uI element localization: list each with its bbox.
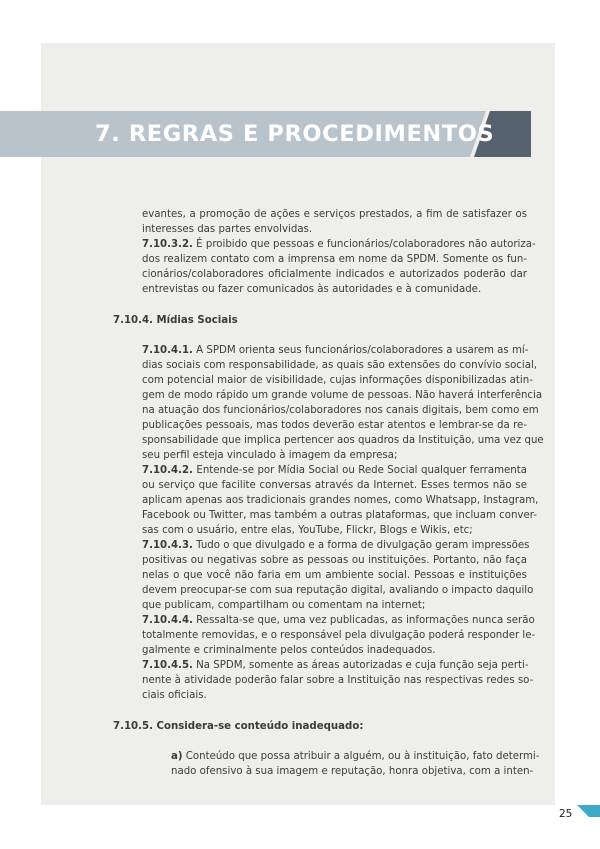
text-line: positivas ou negativas sobre as pessoas ou instituições. Portanto, não faça bbox=[142, 555, 527, 566]
text-line: A SPDM orienta seus funcionários/colaboradores a usarem as mí- bbox=[192, 345, 529, 356]
section-number: 7.10.4.2. bbox=[142, 465, 193, 476]
text-line: É proibido que pessoas e funcionários/colaboradores não autoriza- bbox=[192, 239, 536, 250]
text-line: interesses das partes envolvidas. bbox=[142, 224, 313, 235]
text-line: ou serviço que facilite conversas através da Internet. Esses termos não se bbox=[142, 480, 527, 491]
text-line: nente à atividade poderão falar sobre a Instituição nas respectivas redes so- bbox=[142, 675, 534, 686]
text-line: seu perfil esteja vinculado à imagem da empresa; bbox=[142, 450, 398, 461]
text-line: aplicam apenas aos tradicionais grandes nomes, como Whatsapp, Instagram, bbox=[142, 495, 539, 506]
section-number: 7.10.4.3. bbox=[142, 540, 193, 551]
section-number: 7.10.3.2. bbox=[142, 239, 193, 250]
text-line: evantes, a promoção de ações e serviços prestados, a fim de satisfazer os bbox=[142, 209, 527, 220]
paragraph-7-10-4-3 bbox=[142, 538, 530, 553]
text-line: publicações pessoais, mas todos deverão estar atentos e lembrar-se da re- bbox=[142, 420, 527, 431]
text-line: gem de modo rápido um grande volume de pessoas. Não haverá interferência bbox=[142, 390, 543, 401]
text-line: Facebook ou Twitter, mas também a outras plataformas, que incluam conver- bbox=[142, 510, 537, 521]
paragraph-7-10-4-5 bbox=[142, 658, 527, 673]
section-number: 7.10.4.5. bbox=[142, 660, 193, 671]
text-line: na atuação dos funcionários/colaboradores nos canais digitais, bem como em bbox=[142, 405, 539, 416]
list-marker: a) bbox=[171, 751, 183, 762]
text-line: sponsabilidade que implica pertencer aos quadros da Instituição, uma vez que bbox=[142, 435, 544, 446]
subheading-7-10-5: 7.10.5. Considera-se conteúdo inadequado: bbox=[113, 721, 364, 732]
text-line: ciais oficiais. bbox=[142, 690, 207, 701]
text-line: com potencial maior de visibilidade, cujas informações disponibilizadas atin- bbox=[142, 375, 533, 386]
text-line: dias sociais com responsabilidade, as quais são extensões do convívio social, bbox=[142, 360, 538, 371]
text-line: Entende-se por Mídia Social ou Rede Social qualquer ferramenta bbox=[192, 465, 527, 476]
text-line: nado ofensivo à sua imagem e reputação, honra objetiva, com a inten- bbox=[171, 766, 534, 777]
text-line: que publicam, compartilham ou comentam na internet; bbox=[142, 600, 426, 611]
text-line: Conteúdo que possa atribuir a alguém, ou à instituição, fato determi- bbox=[182, 751, 540, 762]
text-line: cionários/colaboradores oficialmente indicados e autorizados poderão dar bbox=[142, 269, 527, 280]
text-line: totalmente removidas, e o responsável pela divulgação poderá responder le- bbox=[142, 630, 536, 641]
text-line: nelas o que você não faria em um ambiente social. Pessoas e instituições bbox=[142, 570, 527, 581]
section-number: 7.10.4.4. bbox=[142, 615, 193, 626]
page-tab-marker bbox=[577, 805, 600, 817]
subheading-7-10-4: 7.10.4. Mídias Sociais bbox=[113, 315, 238, 326]
text-line: Na SPDM, somente as áreas autorizadas e cuja função seja perti- bbox=[192, 660, 529, 671]
section-number: 7.10.4.1. bbox=[142, 345, 193, 356]
text-line: devem preocupar-se com sua reputação digital, avaliando o impacto daquilo bbox=[142, 585, 534, 596]
paragraph-7-10-4-1 bbox=[142, 343, 527, 358]
text-line: Ressalta-se que, uma vez publicadas, as informações nunca serão bbox=[192, 615, 535, 626]
page-title: 7. REGRAS E PROCEDIMENTOS bbox=[95, 121, 495, 147]
text-line: sas com o usuário, entre elas, YouTube, Flickr, Blogs e Wikis, etc; bbox=[142, 525, 473, 536]
paragraph-7-10-4-2 bbox=[142, 463, 527, 478]
text-line: galmente e criminalmente pelos conteúdos inadequados. bbox=[142, 645, 436, 656]
text-line: dos realizem contato com a imprensa em nome da SPDM. Somente os fun- bbox=[142, 254, 527, 265]
section-banner bbox=[0, 111, 531, 157]
text-line: entrevistas ou fazer comunicados às autoridades e à comunidade. bbox=[142, 284, 482, 295]
paragraph-7-10-4-4 bbox=[142, 613, 535, 628]
list-item-a bbox=[171, 749, 540, 764]
paragraph-7-10-3-2 bbox=[142, 237, 536, 252]
page-number: 25 bbox=[559, 808, 573, 820]
text-line: Tudo o que divulgado e a forma de divulgação geram impressões bbox=[192, 540, 530, 551]
